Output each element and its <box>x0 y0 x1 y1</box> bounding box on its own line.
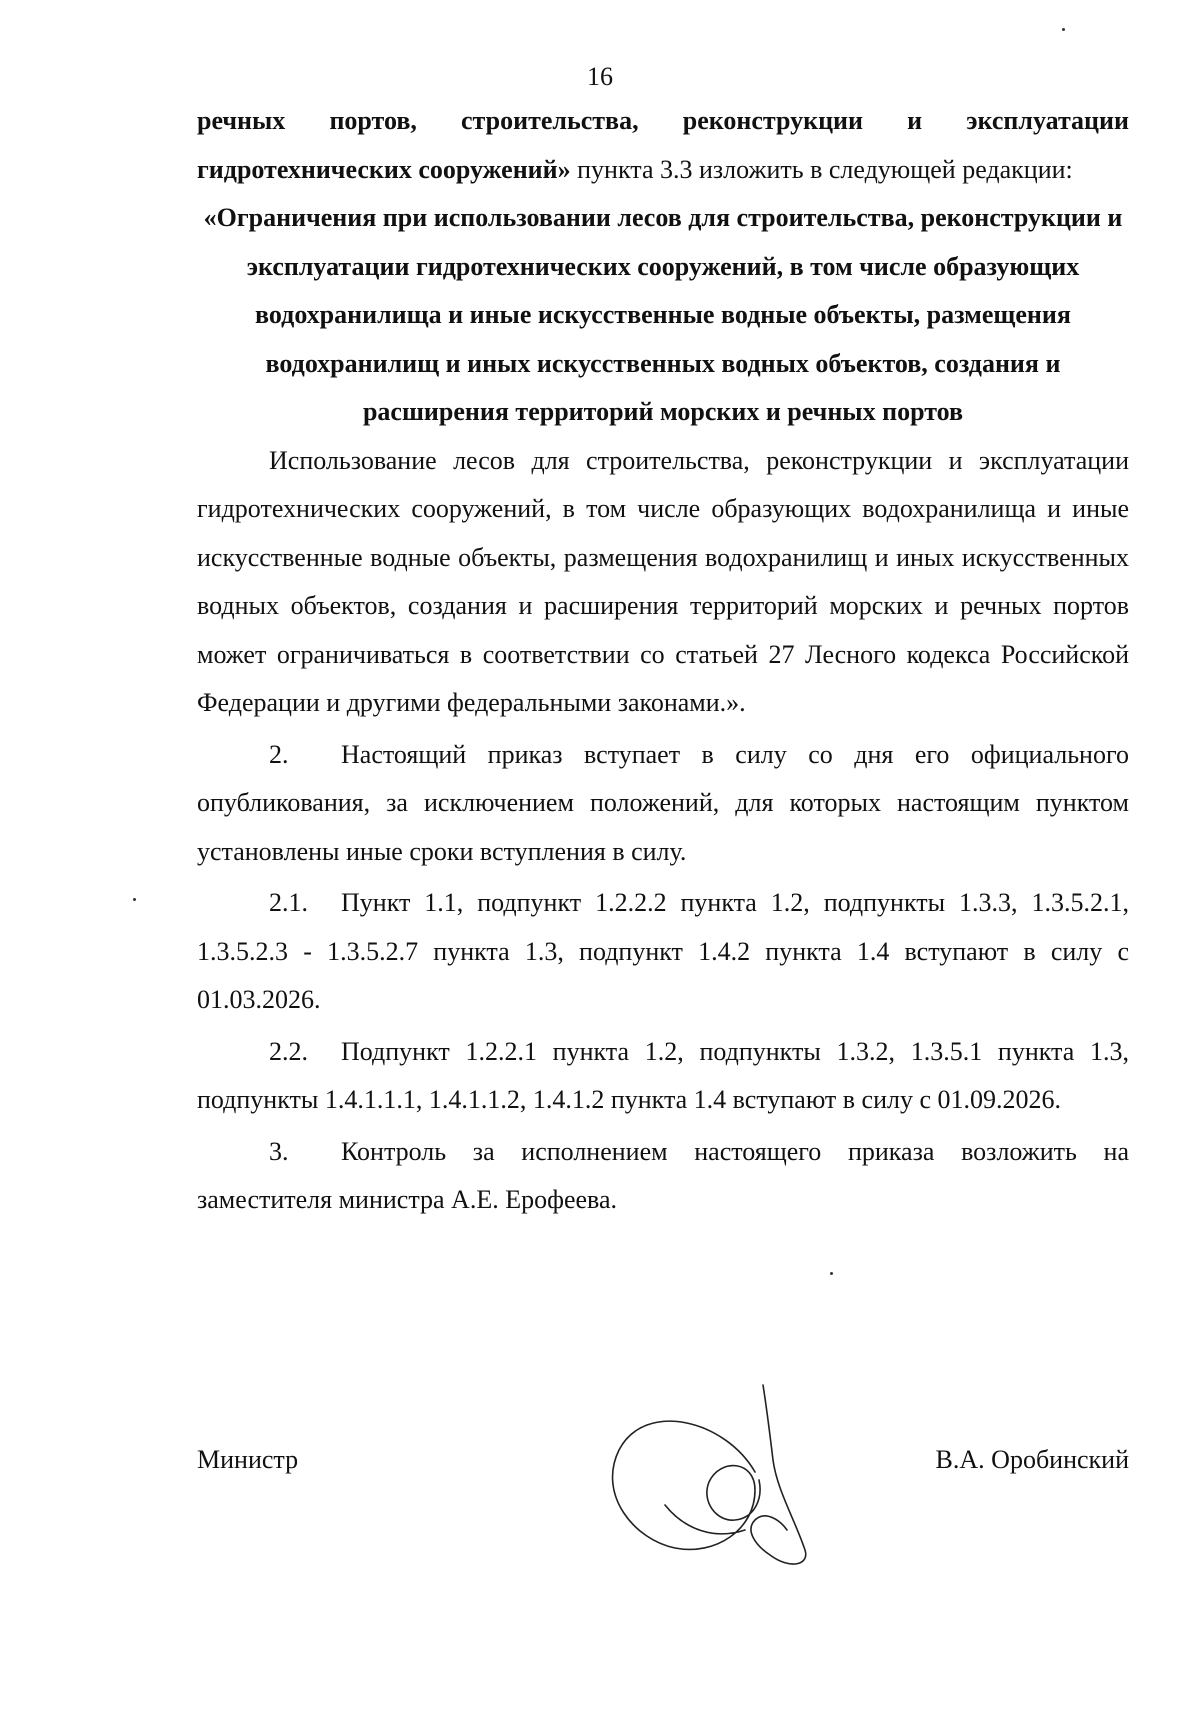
intro-text: пункта 3.3 изложить в следующей редакции: <box>570 154 1073 184</box>
intro-paragraph <box>197 97 1129 194</box>
document-body <box>197 97 1129 1225</box>
scan-speck <box>1062 28 1065 31</box>
main-paragraph: Использование лесов для строительства, реконструкции и эксплуатации гидротехнических сооружений, в том числе образующих водохранилища и иные искусственные водные объекты, размещения водохранилищ и иных искусственных водных объектов, создания и расширения территорий морских и речных портов может ограничиваться в соответствии со статьей 27 Лесного кодекса Российской Федерации и другими федеральными законами.». <box>197 445 1129 717</box>
clause-text: Подпункт 1.2.2.1 пункта 1.2, подпункты 1.3.2, 1.3.5.1 пункта 1.3, подпункты 1.4.1.1.1, 1.4.1.1.2, 1.4.1.2 пункта 1.4 вступают в силу с 01.09.2026. <box>197 1036 1129 1114</box>
signatory-name: В.А. Оробинский <box>935 1445 1129 1474</box>
clause-2-1 <box>197 879 1129 1025</box>
intro-bold-text: речных портов, строительства, реконструкции и эксплуатации гидротехнических сооружений» <box>197 106 1129 184</box>
clause-number: 3. <box>269 1136 289 1166</box>
clause-number: 2. <box>269 739 289 769</box>
scan-speck <box>830 1272 833 1275</box>
clause-number: 2.1. <box>269 888 308 917</box>
signatory-title: Министр <box>197 1445 299 1474</box>
clause-2-2 <box>197 1028 1129 1125</box>
clause-text: Настоящий приказ вступает в силу со дня его официального опубликования, за исключением положений, для которых настоящим пунктом установлены иные сроки вступления в силу. <box>197 739 1129 866</box>
scan-speck <box>133 898 136 901</box>
clause-text: Пункт 1.1, подпункт 1.2.2.2 пункта 1.2, подпункты 1.3.3, 1.3.5.2.1, 1.3.5.2.3 - 1.3.5.2.7 пункта 1.3, подпункт 1.4.2 пункта 1.4 вступают в силу с 01.03.2026. <box>197 888 1129 1014</box>
clause-2 <box>197 731 1129 877</box>
page-number: 16 <box>587 62 613 91</box>
handwritten-signature <box>605 1380 885 1580</box>
clause-3 <box>197 1128 1129 1225</box>
clause-number: 2.2. <box>269 1036 308 1066</box>
section-heading: «Ограничения при использовании лесов для строительства, реконструкции и эксплуатации гидротехнических сооружений, в том числе образующих водохранилища и иные искусственные водные объекты, размещения водохранилищ и иных искусственных водных объектов, создания и расширения территорий морских и речных портов <box>203 203 1123 426</box>
clause-text: Контроль за исполнением настоящего приказа возложить на заместителя министра А.Е. Ерофеева. <box>197 1136 1129 1214</box>
